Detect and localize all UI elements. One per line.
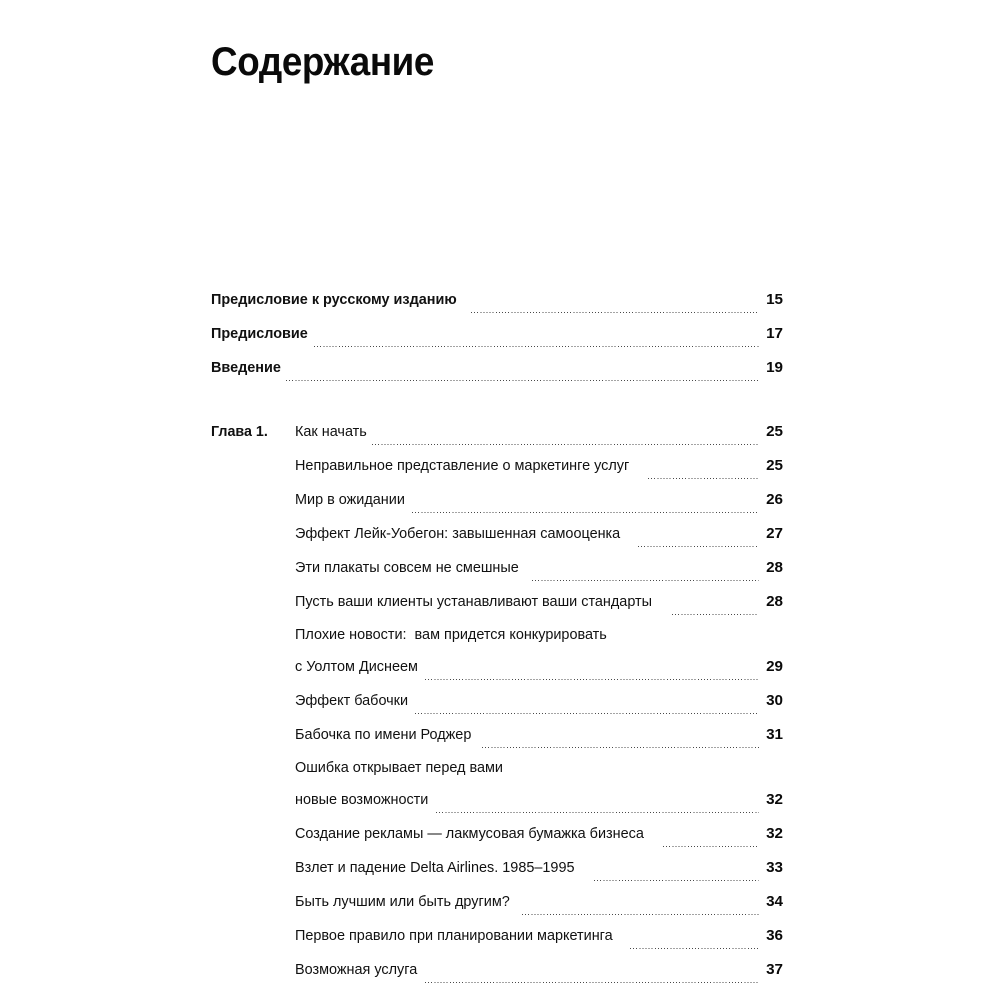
toc-page-number: 33: [766, 859, 783, 876]
front-matter-group: [211, 283, 783, 385]
dot-leader: [314, 346, 759, 347]
toc-entry-front-1[interactable]: [211, 317, 783, 351]
toc-entry-sub-5-line1[interactable]: [211, 619, 783, 650]
toc-entry-sub-8-line2[interactable]: [211, 783, 783, 817]
toc-entry-label: Ошибка открывает перед вами: [295, 759, 504, 776]
dot-leader: [425, 679, 759, 680]
toc-entry-label: Как начать: [295, 423, 367, 440]
toc-page-number: 15: [766, 291, 783, 308]
toc-page-number: 32: [766, 791, 783, 808]
toc-entry-chapter-1[interactable]: [211, 415, 783, 449]
toc-entry-label: Пусть ваши клиенты устанавливают ваши стандарты: [295, 593, 653, 610]
dot-leader: [412, 512, 759, 513]
toc-entry-label: Бабочка по имени Роджер: [295, 726, 472, 743]
toc-entry-sub-3[interactable]: [211, 551, 783, 585]
toc-page-number: 27: [766, 525, 783, 542]
toc-entry-label: с Уолтом Диснеем: [295, 658, 418, 675]
table-of-contents: [211, 283, 783, 987]
toc-entry-label: Предисловие: [211, 325, 308, 342]
toc-entry-sub-5-line2[interactable]: [211, 650, 783, 684]
toc-entry-sub-0[interactable]: [211, 449, 783, 483]
dot-leader: [672, 614, 759, 615]
toc-page-number: 28: [766, 593, 783, 610]
toc-entry-label: Взлет и падение Delta Airlines. 1985–1995: [295, 859, 579, 876]
chapter-number-label: Глава 1.: [211, 423, 268, 440]
toc-entry-label: Возможная услуга: [295, 961, 418, 978]
toc-entry-sub-1[interactable]: [211, 483, 783, 517]
dot-leader: [436, 812, 759, 813]
toc-entry-label: Быть лучшим или быть другим?: [295, 893, 510, 910]
toc-entry-label: Первое правило при планировании маркетинга: [295, 927, 613, 944]
toc-entry-label: Эффект бабочки: [295, 692, 409, 709]
toc-entry-label: Плохие новости: вам придется конкурировать: [295, 626, 607, 643]
toc-entry-sub-7[interactable]: [211, 718, 783, 752]
dot-leader: [482, 747, 759, 748]
toc-entry-sub-4[interactable]: [211, 585, 783, 619]
dot-leader: [648, 478, 759, 479]
dot-leader: [532, 580, 759, 581]
dot-leader: [594, 880, 759, 881]
toc-page-number: 32: [766, 825, 783, 842]
toc-entry-sub-11[interactable]: [211, 885, 783, 919]
toc-entry-label: Введение: [211, 359, 281, 376]
toc-entry-label: Создание рекламы — лакмусовая бумажка бизнеса: [295, 825, 644, 842]
toc-page-number: 34: [766, 893, 783, 910]
toc-page-number: 30: [766, 692, 783, 709]
toc-page-number: 19: [766, 359, 783, 376]
section-spacer: [211, 385, 783, 415]
dot-leader: [522, 914, 759, 915]
toc-entry-sub-9[interactable]: [211, 817, 783, 851]
dot-leader: [630, 948, 759, 949]
toc-page-number: 29: [766, 658, 783, 675]
toc-page-number: 17: [766, 325, 783, 342]
toc-entry-sub-6[interactable]: [211, 684, 783, 718]
dot-leader: [372, 444, 759, 445]
toc-page-number: 25: [766, 457, 783, 474]
dot-leader: [638, 546, 759, 547]
toc-page-number: 26: [766, 491, 783, 508]
toc-entry-label: новые возможности: [295, 791, 429, 808]
chapter-1-group: [211, 415, 783, 987]
toc-page-number: 37: [766, 961, 783, 978]
toc-entry-label: Неправильное представление о маркетинге услуг: [295, 457, 630, 474]
dot-leader: [663, 846, 759, 847]
toc-page-number: 36: [766, 927, 783, 944]
toc-entry-label: Эффект Лейк-Уобегон: завышенная самооценка: [295, 525, 621, 542]
toc-page-number: 31: [766, 726, 783, 743]
dot-leader: [415, 713, 759, 714]
toc-entry-label: Эти плакаты совсем не смешные: [295, 559, 519, 576]
toc-entry-sub-2[interactable]: [211, 517, 783, 551]
toc-page-number: 25: [766, 423, 783, 440]
toc-entry-sub-13[interactable]: [211, 953, 783, 987]
toc-entry-front-2[interactable]: [211, 351, 783, 385]
toc-entry-sub-8-line1[interactable]: [211, 752, 783, 783]
toc-entry-sub-10[interactable]: [211, 851, 783, 885]
dot-leader: [425, 982, 759, 983]
toc-entry-front-0[interactable]: [211, 283, 783, 317]
dot-leader: [286, 380, 759, 381]
toc-entry-sub-12[interactable]: [211, 919, 783, 953]
toc-page-number: 28: [766, 559, 783, 576]
dot-leader: [471, 312, 759, 313]
page-title: Содержание: [211, 40, 435, 84]
toc-entry-label: Мир в ожидании: [295, 491, 405, 508]
toc-entry-label: Предисловие к русскому изданию: [211, 291, 457, 308]
